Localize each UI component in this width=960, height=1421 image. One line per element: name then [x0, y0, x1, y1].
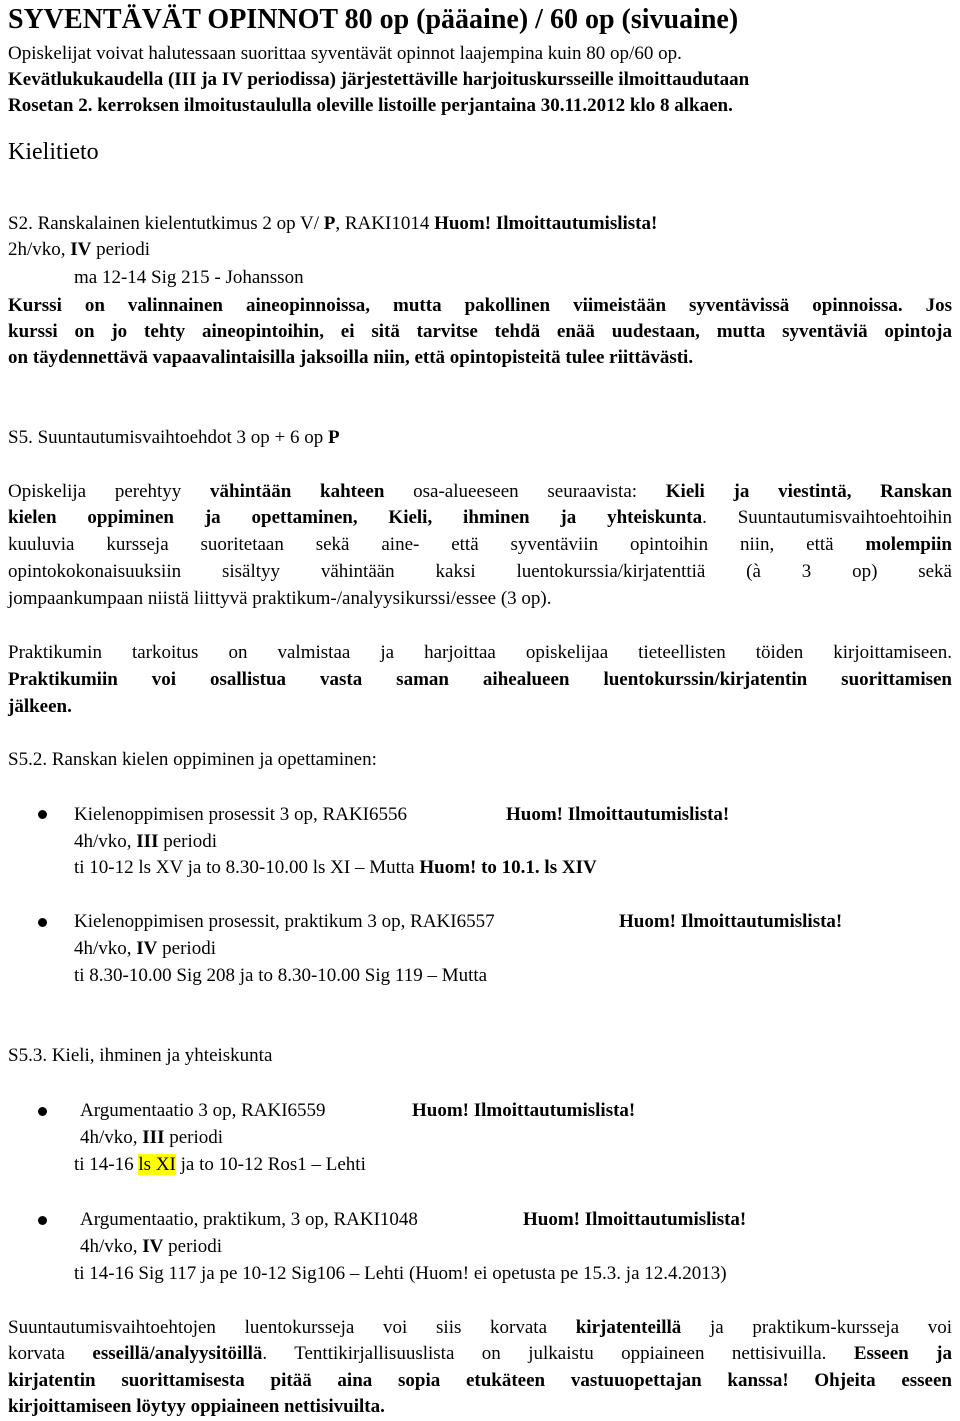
text: . Suuntautumisvaihtoehtoihin — [702, 507, 952, 528]
period: III — [136, 831, 159, 852]
schedule-text: ti 10-12 ls XV ja to 8.30-10.00 ls XI – Mutta — [74, 857, 420, 878]
paragraph-line: kirjoittamiseen löytyy oppiaineen nettisivuilta. — [8, 1396, 385, 1417]
note-line: on täydennettävä vapaavalintaisilla jaksoilla niin, että opintopisteitä tulee riittävästi. — [8, 347, 694, 368]
bullet-icon — [38, 1216, 47, 1225]
course-note: Huom! Ilmoittautumislista! — [434, 213, 658, 234]
course-name: Argumentaatio, praktikum, 3 op, RAKI1048 — [80, 1209, 418, 1230]
course-s2-schedule: ma 12-14 Sig 215 - Johansson — [74, 267, 304, 288]
section-heading-s53: S5.3. Kieli, ihminen ja yhteiskunta — [8, 1045, 273, 1066]
intro-line: Rosetan 2. kerroksen ilmoitustaululla oleville listoille perjantaina 30.11.2012 klo 8 alkaen. — [8, 95, 733, 116]
course-hours — [80, 1128, 223, 1147]
section-heading-s52: S5.2. Ranskan kielen oppiminen ja opettaminen: — [8, 749, 377, 770]
intro-line: Opiskelijat voivat halutessaan suorittaa syventävät opinnot laajempina kuin 80 op/60 op. — [8, 43, 682, 64]
heading-text: S5. Suuntautumisvaihtoehdot 3 op + 6 op — [8, 427, 328, 448]
course-hours — [74, 832, 217, 851]
course-hours — [80, 1237, 222, 1256]
bullet-icon — [38, 810, 47, 819]
period: IV — [136, 938, 158, 959]
paragraph-line: kirjatentin suorittamisesta pitää aina sopia etukäteen vastuuopettajan kanssa! Ohjeita esseen — [8, 1370, 952, 1391]
section-heading-kielitieto: Kielitieto — [8, 139, 99, 165]
period: III — [142, 1127, 165, 1148]
paragraph-line: Praktikumin tarkoitus on valmistaa ja harjoittaa opiskelijaa tieteellisten töiden kirjoittamiseen. — [8, 642, 952, 663]
period: IV — [70, 239, 92, 260]
section-heading-s5 — [8, 428, 340, 447]
paragraph-line — [8, 508, 952, 527]
text: osa-alueeseen seuraavista: — [384, 481, 666, 502]
highlighted-room: ls XI — [138, 1154, 176, 1175]
hours-suffix: periodi — [158, 831, 218, 852]
course-name: Argumentaatio 3 op, RAKI6559 — [80, 1100, 326, 1121]
paragraph-line: jälkeen. — [8, 696, 72, 717]
text-bold: esseillä/analyysitöillä — [92, 1343, 263, 1364]
hours-prefix: 4h/vko, — [74, 938, 137, 959]
text-bold: kirjatenteillä — [575, 1317, 682, 1338]
course-note: Huom! Ilmoittautumislista! — [412, 1100, 636, 1121]
course-s2-hours — [8, 240, 150, 259]
course-name: Kielenoppimisen prosessit, praktikum 3 op, RAKI6557 — [74, 911, 495, 932]
period: IV — [142, 1236, 164, 1257]
text-bold: Esseen ja — [853, 1343, 952, 1364]
paragraph-line — [8, 482, 952, 501]
paragraph-line: Praktikumiin voi osallistua vasta saman aihealueen luentokurssin/kirjatentin suorittamisen — [8, 669, 952, 690]
hours-prefix: 4h/vko, — [74, 831, 137, 852]
schedule-text: ti 14-16 — [74, 1154, 139, 1175]
heading-p: P — [328, 427, 340, 448]
schedule-text: ja to 10-12 Ros1 – Lehti — [175, 1154, 366, 1175]
text-bold: vähintään kahteen — [210, 481, 385, 502]
course-s2-title — [8, 214, 657, 233]
paragraph-line — [8, 1344, 952, 1363]
note-line: Kurssi on valinnainen aineopinnoissa, mutta pakollinen viimeistään syventävissä opinnoissa. Jos — [8, 295, 952, 316]
note-line: kurssi on jo tehty aineopintoihin, ei sitä tarvitse tehdä enää uudestaan, mutta syventäviä opintoja — [8, 321, 952, 342]
course-code: S2. Ranskalainen kielentutkimus 2 op V/ — [8, 213, 324, 234]
course-hours — [74, 939, 216, 958]
hours-suffix: periodi — [163, 1236, 222, 1257]
text: Opiskelija perehtyy — [8, 481, 211, 502]
text: korvata — [8, 1343, 93, 1364]
course-rest: , RAKI1014 — [335, 213, 435, 234]
hours-prefix: 4h/vko, — [80, 1236, 143, 1257]
text-bold: molempiin — [865, 534, 952, 555]
page-title: SYVENTÄVÄT OPINNOT 80 op (pääaine) / 60 op (sivuaine) — [8, 4, 739, 35]
paragraph-line — [8, 1318, 952, 1337]
paragraph-line: jompaankumpaan niistä liittyvä praktikum-/analyysikurssi/essee (3 op). — [8, 588, 552, 609]
course-schedule — [74, 858, 597, 877]
course-schedule — [74, 1155, 366, 1174]
course-p: P — [323, 213, 336, 234]
text: Suuntautumisvaihtoehtojen luentokursseja voi siis korvata — [8, 1317, 576, 1338]
text-bold: Kieli ja viestintä, Ranskan — [665, 481, 952, 502]
course-schedule: ti 8.30-10.00 Sig 208 ja to 8.30-10.00 Sig 119 – Mutta — [74, 965, 488, 986]
course-note: Huom! Ilmoittautumislista! — [506, 804, 730, 825]
hours-suffix: periodi — [157, 938, 216, 959]
hours-prefix: 4h/vko, — [80, 1127, 143, 1148]
course-note: Huom! Ilmoittautumislista! — [619, 911, 843, 932]
hours-suffix: periodi — [91, 239, 150, 260]
text-bold: kielen oppiminen ja opettaminen, Kieli, ihminen ja yhteiskunta — [8, 507, 703, 528]
text: . Tenttikirjallisuuslista on julkaistu oppiaineen nettisivuilla. — [262, 1343, 854, 1364]
course-note: Huom! Ilmoittautumislista! — [523, 1209, 747, 1230]
course-schedule: ti 14-16 Sig 117 ja pe 10-12 Sig106 – Lehti (Huom! ei opetusta pe 15.3. ja 12.4.2013) — [74, 1263, 727, 1284]
text: ja praktikum-kursseja voi — [681, 1317, 952, 1338]
course-name: Kielenoppimisen prosessit 3 op, RAKI6556 — [74, 804, 408, 825]
bullet-icon — [38, 918, 47, 927]
hours-prefix: 2h/vko, — [8, 239, 71, 260]
paragraph-line: opintokokonaisuuksiin sisältyy vähintään kaksi luentokurssia/kirjatenttiä (à 3 op) sekä — [8, 561, 952, 582]
bullet-icon — [38, 1107, 47, 1116]
schedule-note: Huom! to 10.1. ls XIV — [419, 857, 597, 878]
hours-suffix: periodi — [164, 1127, 224, 1148]
paragraph-line — [8, 535, 952, 554]
intro-line: Kevätlukukaudella (III ja IV periodissa) järjestettäville harjoituskursseille ilmoittaudutaan — [8, 69, 750, 90]
text: kuuluvia kursseja suoritetaan sekä aine- että syventäviin opintoihin niin, että — [8, 534, 866, 555]
